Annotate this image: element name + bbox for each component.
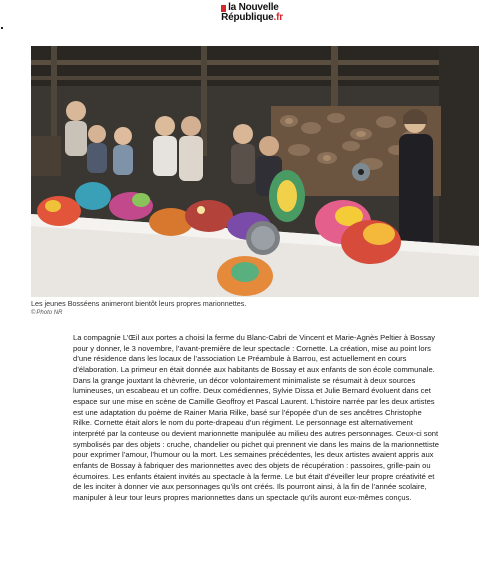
logo-tld: .fr	[273, 12, 283, 23]
article-photo[interactable]	[31, 46, 479, 297]
article-body	[73, 333, 439, 504]
photo-credit	[31, 310, 62, 316]
article-paragraph-2: Dans la grange jouxtant la chèvrerie, un décor volontairement minimaliste se résumait à deux sources lumineuses, un escabeau et un coffre. Deux comédiennes, Sylvie Dissa et Julie Bernard évoluent dans cet espace sur une mise en scène de Camille Geoffroy et Pascal Laurent. L’histoire narrée par les deux artistes est une adaptation du poème de Rainer Maria Rilke, basé sur l’épopée d’un de ses ancêtres Christophe Rilke. Cornette était alors le nom du porte-drapeau d’un régiment. Le personnage est alternativement interprété par la conteuse ou devient marionnette manipulée au milieu des autres personnages. Ceux-ci sont symbolisés par des objets : cruche, chandelier ou pichet qui prennent vie dans les mains de la marionnettiste pour exprimer l’amour, l’humour ou la mort. Les semaines précédentes, les deux artistes avaient appris aux enfants de Bossay à fabriquer des marionnettes avec des objets de récupération : passoires, grille-pain ou écumoires. Les enfants étaient invités au spectacle à la ferme. Le but était d’éveiller leur propre créativité et de les inciter à donner vie aux personnages qu’ils ont créés. Ils pourront ainsi, à la fin de l’année scolaire, manipuler à leur tour leurs propres marionnettes dans un spectacle qu’ils auront eux-mêmes conçus.	[73, 375, 439, 502]
masthead	[0, 0, 504, 26]
corner-mark	[1, 27, 3, 29]
article-paragraph-1: La compagnie L’Œil aux portes a choisi la ferme du Blanc-Cabri de Vincent et Marie-Agnès Peltier à Bossay pour y donner, le 3 novembre, l’avant-première de leur spectacle : Cornette. La création, mise au point lors d’une résidence dans les locaux de l’association Le Préambule à Barrou, est actuellement en cours d’élaboration. La primeur en était donnée aux habitants de Bossay et aux enfants de son école communale.	[73, 333, 436, 374]
logo-line2: République	[221, 12, 274, 23]
logo-mark-icon	[221, 5, 226, 12]
copyright-icon: ©	[31, 310, 36, 316]
photo-caption: Les jeunes Bosséens animeront bientôt leurs propres marionnettes.	[31, 299, 247, 308]
photo-illustration	[31, 46, 479, 297]
logo-line1: la Nouvelle	[228, 2, 279, 13]
photo-credit-text: Photo NR	[36, 310, 63, 316]
site-logo[interactable]	[221, 3, 283, 23]
